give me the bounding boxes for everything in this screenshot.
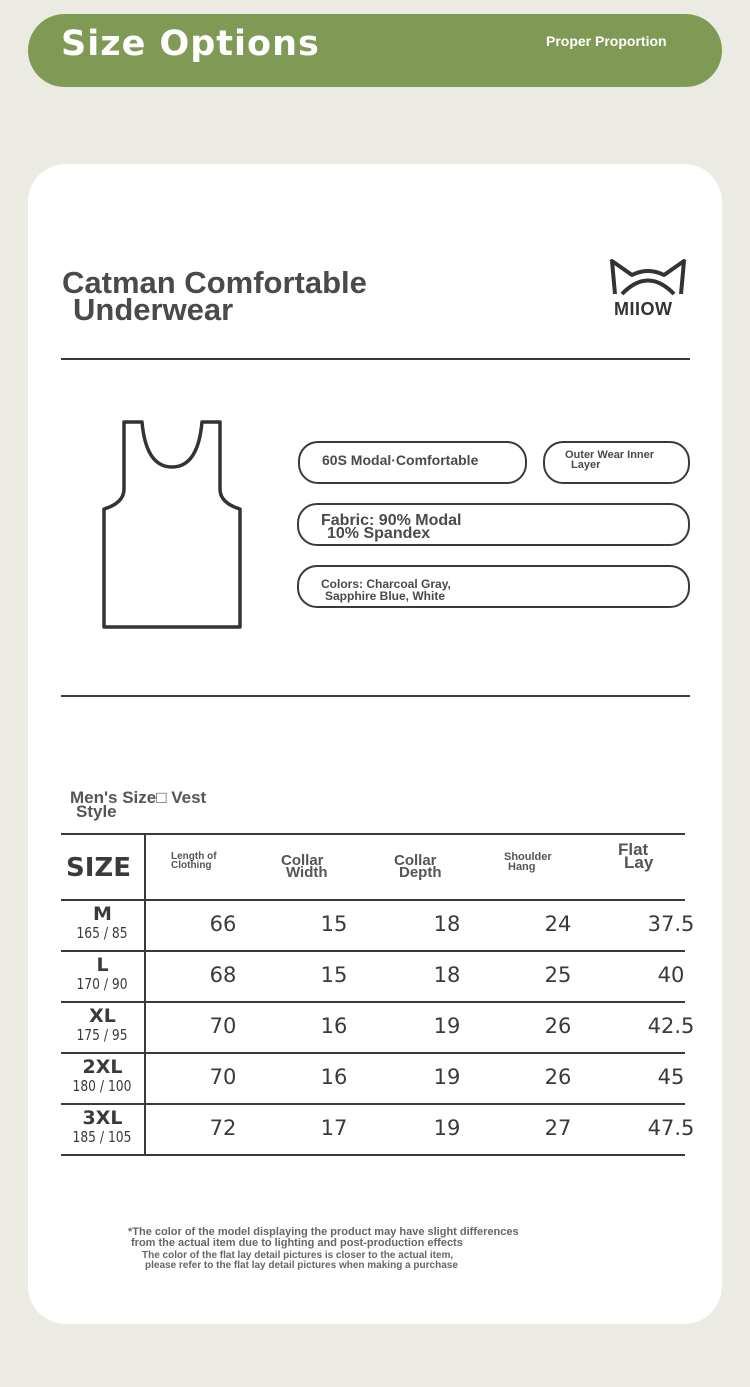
- column-header-line: Clothing: [171, 860, 212, 871]
- table-cell: 16: [320, 1065, 348, 1089]
- table-title-line1: Men's Size□ Vest: [70, 788, 207, 807]
- row-size: L: [96, 954, 109, 976]
- table-cell: 40: [657, 963, 685, 987]
- table-cell: 47.5: [647, 1116, 695, 1140]
- table-cell: 26: [544, 1014, 572, 1038]
- table-cell: 24: [544, 912, 572, 936]
- table-cell: 25: [544, 963, 572, 987]
- table-cell: 19: [433, 1116, 461, 1140]
- table-cell: 45: [657, 1065, 685, 1089]
- table-cell: 26: [544, 1065, 572, 1089]
- row-measure: 185 / 105: [72, 1128, 132, 1146]
- product-title-line1: Catman Comfortable: [62, 265, 367, 300]
- disclaimer-line4: please refer to the flat lay detail pictures when making a purchase: [145, 1260, 458, 1271]
- column-header-line: Length of: [171, 851, 217, 862]
- table-cell: 66: [209, 912, 237, 936]
- column-header-collar-width: [281, 852, 328, 881]
- column-header-line: Shoulder: [504, 851, 552, 863]
- column-header-line: Hang: [508, 861, 536, 873]
- column-header-line: Flat: [618, 840, 649, 859]
- table-cell: 70: [209, 1014, 237, 1038]
- row-measure: 175 / 95: [76, 1026, 128, 1044]
- table-cell: 17: [320, 1116, 348, 1140]
- column-header-length: [171, 852, 217, 870]
- fabric-line1: Fabric: 90% Modal: [321, 512, 462, 529]
- row-size: M: [93, 903, 112, 925]
- table-row: [61, 1104, 695, 1155]
- table-title: [70, 788, 207, 821]
- table-cell: 19: [433, 1065, 461, 1089]
- divider-top: [61, 358, 690, 360]
- wear-tag-line1: Outer Wear Inner: [565, 449, 655, 461]
- brand-logo-text: MIIOW: [614, 299, 673, 319]
- table-cell: 37.5: [647, 912, 695, 936]
- product-title-line2: Underwear: [73, 292, 234, 327]
- row-size: XL: [89, 1005, 116, 1027]
- table-cell: 16: [320, 1014, 348, 1038]
- row-size: 3XL: [82, 1107, 123, 1129]
- table-cell: 19: [433, 1014, 461, 1038]
- table-rule: [61, 833, 685, 835]
- column-header-line: Width: [286, 864, 328, 881]
- disclaimer-line3: The color of the flat lay detail pictures is closer to the actual item,: [142, 1250, 454, 1261]
- wear-tag-line2: Layer: [571, 459, 601, 471]
- colors-tag: [297, 565, 690, 608]
- row-measure: 180 / 100: [72, 1077, 132, 1095]
- material-tag: [298, 441, 527, 484]
- table-cell: 18: [433, 912, 461, 936]
- table-cell: 27: [544, 1116, 572, 1140]
- row-size: 2XL: [82, 1056, 123, 1078]
- table-row: [61, 1002, 695, 1053]
- fabric-line2: 10% Spandex: [327, 525, 431, 542]
- column-header-collar-depth: [394, 852, 442, 881]
- row-measure: 170 / 90: [76, 975, 128, 993]
- product-title: [62, 265, 442, 327]
- colors-line2: Sapphire Blue, White: [325, 589, 446, 603]
- row-measure: 165 / 85: [76, 924, 128, 942]
- table-cell: 42.5: [647, 1014, 695, 1038]
- wear-tag: [543, 441, 690, 484]
- column-header-line: Depth: [399, 864, 442, 881]
- column-header-shoulder: [504, 852, 552, 872]
- fabric-tag: [297, 503, 690, 546]
- cat-ears-icon: [610, 257, 686, 297]
- header-banner: [28, 14, 722, 87]
- size-column-header: SIZE: [66, 853, 132, 883]
- column-header-flat-lay: [618, 840, 654, 872]
- table-cell: 15: [320, 912, 348, 936]
- table-row: [61, 1053, 685, 1104]
- page-title: Size Options: [61, 24, 320, 64]
- material-tag-label: 60S Modal·Comfortable: [322, 452, 479, 468]
- table-cell: 15: [320, 963, 348, 987]
- column-header-line: Collar: [394, 852, 437, 869]
- column-header-line: Lay: [624, 853, 654, 872]
- table-cell: 68: [209, 963, 237, 987]
- table-title-line2: Style: [76, 802, 117, 821]
- page-subtitle: Proper Proportion: [546, 33, 667, 49]
- tank-top-icon: [100, 419, 246, 636]
- colors-line1: Colors: Charcoal Gray,: [321, 577, 451, 591]
- divider-middle: [61, 695, 690, 697]
- disclaimer-line2: from the actual item due to lighting and post-production effects: [131, 1237, 463, 1249]
- table-row: [61, 900, 695, 951]
- table-cell: 72: [209, 1116, 237, 1140]
- brand-logo: [610, 257, 688, 321]
- table-cell: 18: [433, 963, 461, 987]
- table-cell: 70: [209, 1065, 237, 1089]
- table-row: [61, 951, 685, 1002]
- size-card: [28, 164, 722, 1324]
- column-header-line: Collar: [281, 852, 324, 869]
- disclaimer-line1: *The color of the model displaying the product may have slight differences: [128, 1226, 519, 1238]
